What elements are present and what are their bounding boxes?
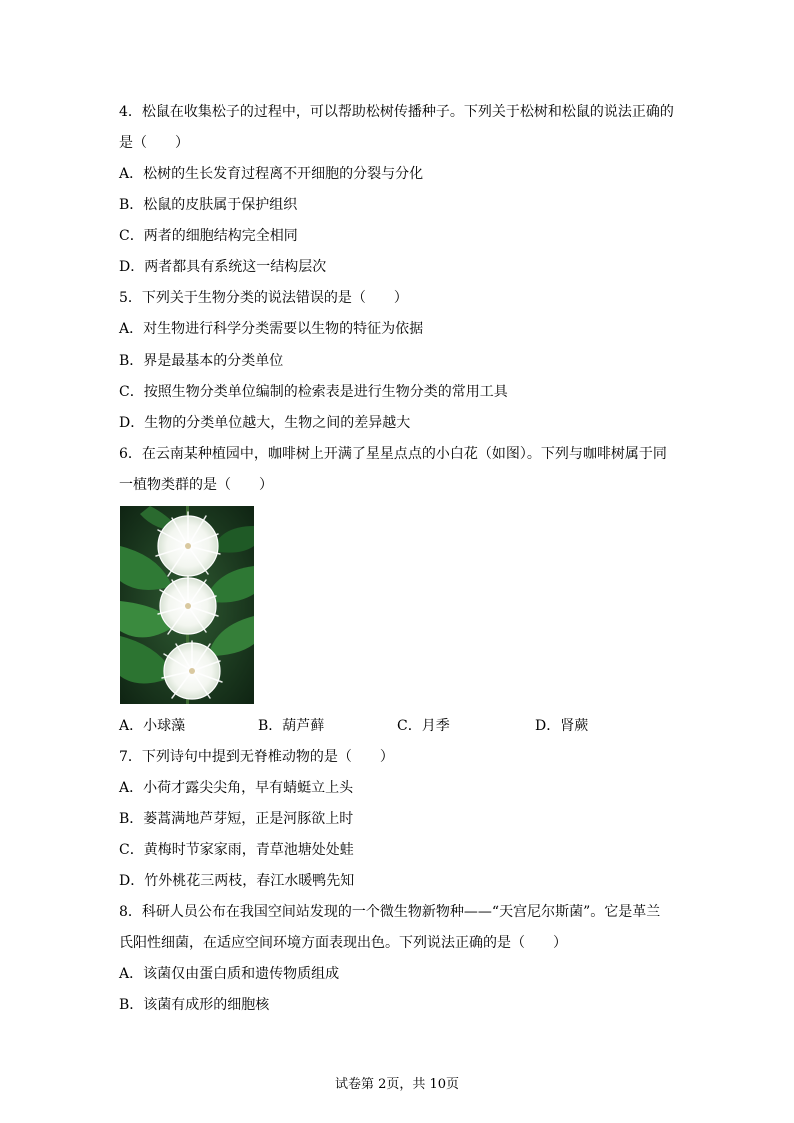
q7-option-a: A．小荷才露尖尖角，早有蜻蜓立上头 — [119, 780, 354, 796]
q6-stem-line-1: 6．在云南某种植园中，咖啡树上开满了星星点点的小白花（如图）。下列与咖啡树属于同 — [119, 446, 667, 462]
q8-option-a: A．该菌仅由蛋白质和遗传物质组成 — [119, 966, 340, 982]
q5-option-a: A．对生物进行科学分类需要以生物的特征为依据 — [119, 321, 424, 337]
q6-option-b: B．葫芦藓 — [258, 718, 325, 734]
q4-option-d: D．两者都具有系统这一结构层次 — [119, 259, 327, 275]
q5-option-b: B．界是最基本的分类单位 — [119, 353, 284, 369]
q6-option-d: D．肾蕨 — [535, 718, 589, 734]
q4-option-a: A．松树的生长发育过程离不开细胞的分裂与分化 — [119, 166, 424, 182]
q6-stem-line-2: 一植物类群的是（ ） — [119, 477, 273, 493]
q7-option-b: B．蒌蒿满地芦芽短，正是河豚欲上时 — [119, 811, 354, 827]
q8-option-b: B．该菌有成形的细胞核 — [119, 997, 270, 1013]
q7-option-c: C．黄梅时节家家雨，青草池塘处处蛙 — [119, 842, 354, 858]
q5-option-c: C．按照生物分类单位编制的检索表是进行生物分类的常用工具 — [119, 384, 508, 400]
coffee-flower-photo — [120, 506, 254, 704]
q4-stem-line-1: 4．松鼠在收集松子的过程中，可以帮助松树传播种子。下列关于松树和松鼠的说法正确的 — [119, 104, 674, 120]
q5-stem: 5．下列关于生物分类的说法错误的是（ ） — [119, 290, 408, 306]
q7-option-d: D．竹外桃花三两枝，春江水暖鸭先知 — [119, 873, 355, 889]
q6-option-a: A．小球藻 — [119, 718, 186, 734]
q8-stem-line-1: 8．科研人员公布在我国空间站发现的一个微生物新物种——“天宫尼尔斯菌”。它是革兰 — [119, 904, 661, 920]
q6-option-c: C．月季 — [397, 718, 450, 734]
page-footer: 试卷第 2页，共 10页 — [334, 1077, 460, 1092]
q6-options-row — [119, 716, 719, 736]
q4-option-c: C．两者的细胞结构完全相同 — [119, 228, 298, 244]
q4-stem-line-2: 是（ ） — [119, 135, 189, 151]
q4-option-b: B．松鼠的皮肤属于保护组织 — [119, 197, 298, 213]
q8-stem-line-2: 氏阳性细菌，在适应空间环境方面表现出色。下列说法正确的是（ ） — [119, 935, 567, 951]
q5-option-d: D．生物的分类单位越大，生物之间的差异越大 — [119, 415, 411, 431]
q7-stem: 7．下列诗句中提到无脊椎动物的是（ ） — [119, 749, 394, 765]
